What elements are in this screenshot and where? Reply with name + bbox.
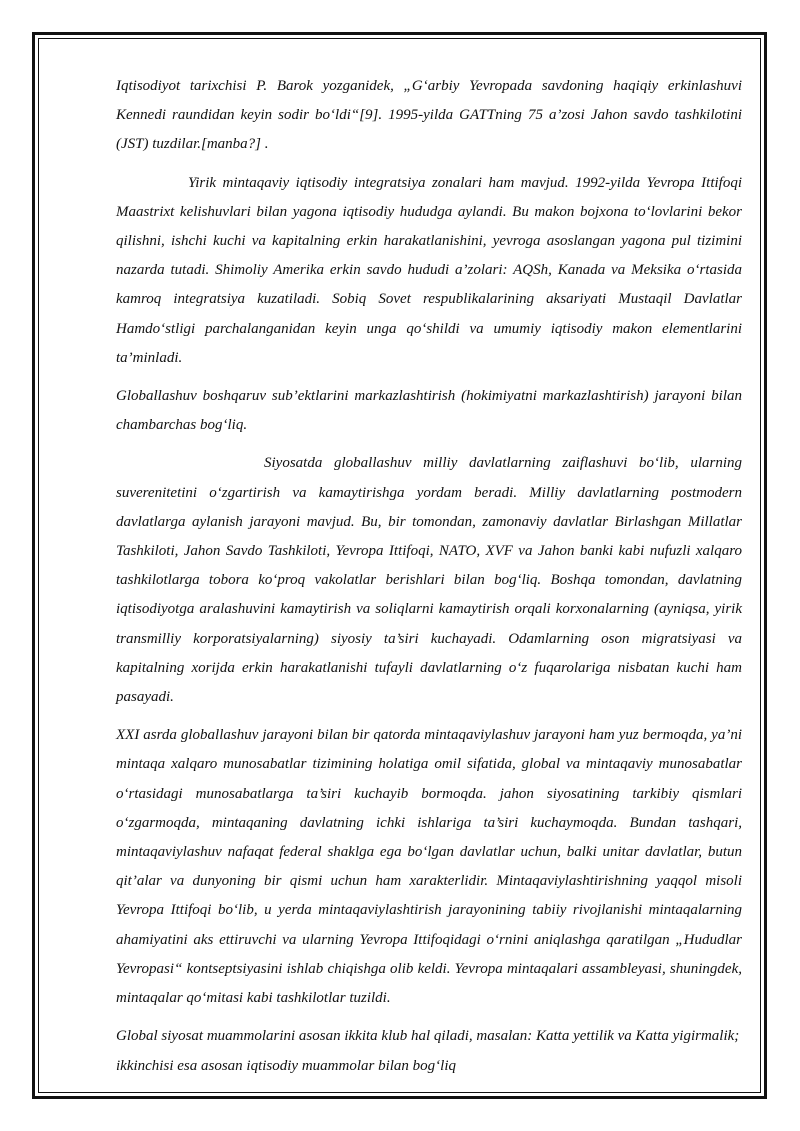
paragraph-politics-globalization: Siyosatda globallashuv milliy davlatlarning zaiflashuvi bo‘lib, ularning suverenitetini o‘zgartirish va kamaytirishga yordam beradi. Milliy davlatlarning postmodern davlatlarga aylanish jarayoni mavjud. Bu, bir tomondan, zamonaviy davlatlar Birlashgan Millatlar Tashkiloti, Jahon Savdo Tashkiloti, Yevropa Ittifoqi, NATO, XVF va Jahon banki kabi nufuzli xalqaro tashkilotlarga tobora ko‘proq vakolatlar berishlari bilan bog‘liq. Boshqa tomondan, davlatning iqtisodiyotga aralashuvini kamaytirish va soliqlarni kamaytirish orqali korxonalarning (ayniqsa, yirik transmilliy korporatsiyalarning) siyosiy ta’siri kuchayadi. Odamlarning oson migratsiyasi va kapitalning xorijda erkin harakatlanishi tufayli davlatlarning o‘z fuqarolariga nisbatan kuchi ham pasayadi. xyxy=(116,455,742,706)
paragraph-global-clubs: Global siyosat muammolarini asosan ikkita klub hal qiladi, masalan: Katta yettilik va Katta yigirmalik; ikkinchisi esa asosan iqtisodiy muammolar bilan bog‘liq xyxy=(116,1028,740,1074)
paragraph-centralization: Globallashuv boshqaruv sub’ektlarini markazlashtirish (hokimiyatni markazlashtirish) jarayoni bilan chambarchas bog‘liq. xyxy=(116,388,742,434)
paragraph-regional-integration: Yirik mintaqaviy iqtisodiy integratsiya zonalari ham mavjud. 1992-yilda Yevropa Ittifoqi Maastrixt kelishuvlari bilan yagona iqtisodiy hududga aylandi. Bu makon bojxona to‘lovlarini bekor qilishni, ishchi kuchi va kapitalning erkin harakatlanishini, yevroga asoslangan yagona pul tizimini nazarda tutadi. Shimoliy Amerika erkin savdo hududi a’zolari: AQSh, Kanada va Meksika o‘rtasida kamroq integratsiya kuzatiladi. Sobiq Sovet respublikalarining aksariyati Mustaqil Davlatlar Hamdo‘stligi parchalanganidan keyin unga qo‘shildi va umumiy iqtisodiy makon elementlarini ta’minladi. xyxy=(116,174,742,366)
paragraph-gatt-history: Iqtisodiyot tarixchisi P. Barok yozganidek, „G‘arbiy Yevropada savdoning haqiqiy erkinlashuvi Kennedi raundidan keyin sodir bo‘ldi“[9]. 1995-yilda GATTning 75 a’zosi Jahon savdo tashkilotini (JST) tuzdilar.[manba?] . xyxy=(116,78,742,153)
document-body xyxy=(116,72,742,1090)
paragraph-regionalization: XXI asrda globallashuv jarayoni bilan bir qatorda mintaqaviylashuv jarayoni ham yuz bermoqda, ya’ni mintaqa xalqaro munosabatlar tizimining holatiga omil sifatida, global va mintaqaviy munosabatlar o‘rtasidagi munosabatlarga ta’siri kuchayib bormoqda. jahon siyosatining tarkibiy qismlari o‘zgarmoqda, mintaqaning davlatning ichki ishlariga ta’siri kuchaymoqda. Bundan tashqari, mintaqaviylashuv nafaqat federal shaklga ega bo‘lgan davlatlar uchun, balki unitar davlatlar, butun qit’alar va dunyoning bir qismi uchun ham xarakterlidir. Mintaqaviylashtirishning yaqqol misoli Yevropa Ittifoqi bo‘lib, u yerda mintaqaviylashtirish jarayonining tabiiy rivojlanishi mintaqalarning ahamiyatini aks ettiruvchi va ularning Yevropa Ittifoqidagi o‘rnini aniqlashga qaratilgan „Hududlar Yevropasi“ kontseptsiyasini ishlab chiqishga olib keldi. Yevropa mintaqalari assambleyasi, shuningdek, mintaqalar qo‘mitasi kabi tashkilotlar tuzildi. xyxy=(116,727,742,1007)
